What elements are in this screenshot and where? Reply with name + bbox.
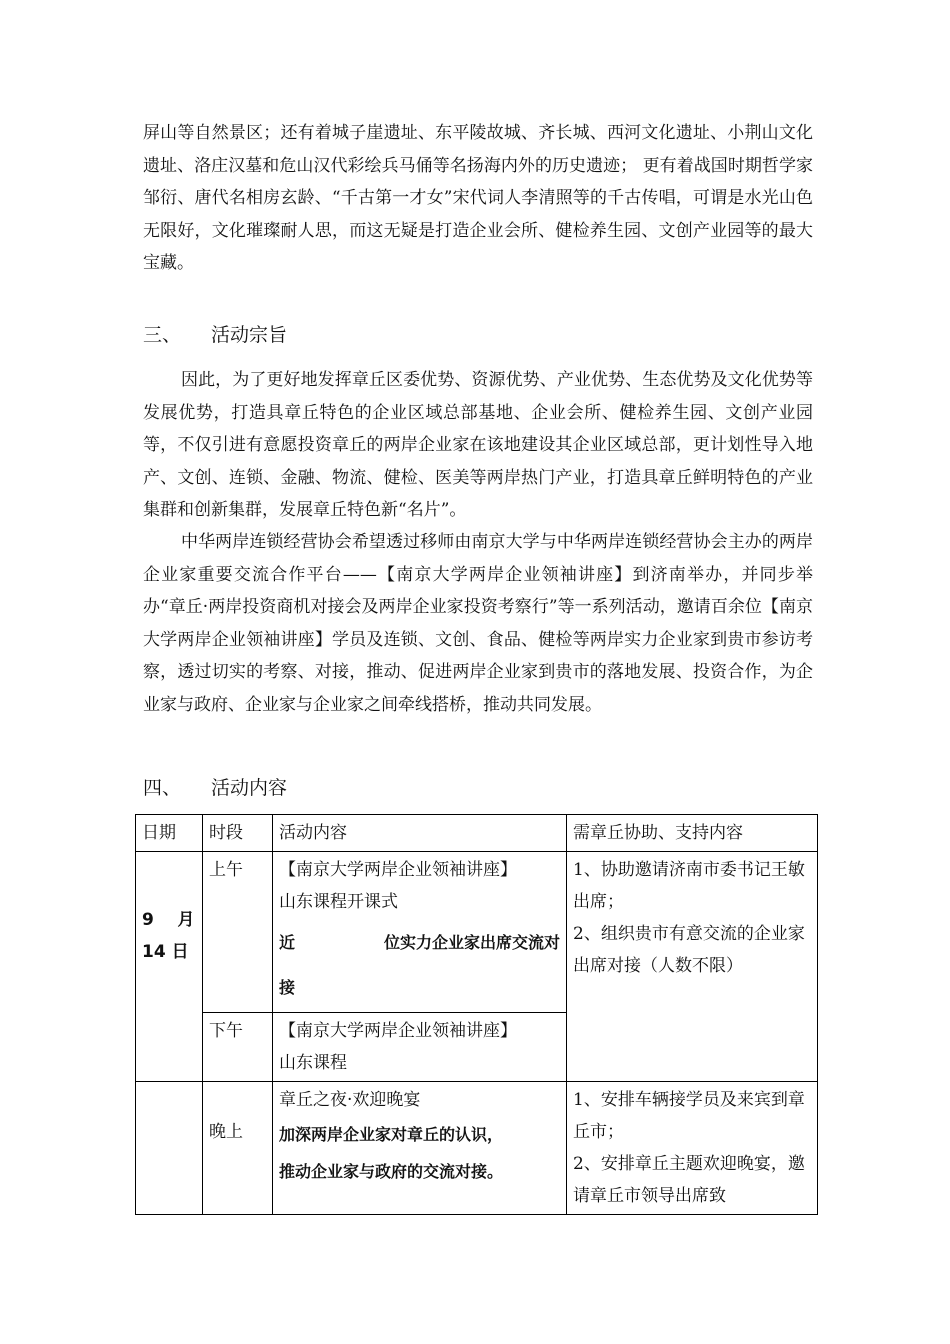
paragraph-scenic-history: 屏山等自然景区；还有着城子崖遗址、东平陵故城、齐长城、西河文化遗址、小荆山文化遗址、洛庄汉墓和危山汉代彩绘兵马俑等名扬海内外的历史遗迹； 更有着战国时期哲学家邹衍、唐代名相房玄龄、“千古第一才女”宋代词人李清照等的千古传唱，可谓是水光山色无限好，文化璀璨耐人思，而这无疑是打造企业会所、健检养生园、文创产业园等的最大宝藏。 xyxy=(143,123,813,273)
header-activity: 活动内容 xyxy=(273,815,567,852)
header-date: 日期 xyxy=(136,815,203,852)
section-number: 四、 xyxy=(143,777,182,799)
table-row-evening xyxy=(136,1082,818,1215)
date-cell-empty xyxy=(136,1082,203,1215)
date-day: 14 日 xyxy=(142,942,189,962)
activity-afternoon xyxy=(273,1013,567,1082)
activity-bold-part: 位实力企业家出席交流对 xyxy=(383,933,560,952)
activity-evening xyxy=(273,1082,567,1215)
table-row-morning xyxy=(136,852,818,1013)
section-title: 活动宗旨 xyxy=(211,324,288,346)
support-evening xyxy=(567,1082,818,1215)
activity-bold-line: 加深两岸企业家对章丘的认识， xyxy=(279,1125,504,1144)
activity-schedule-table xyxy=(135,814,818,1215)
support-item: 2、安排章丘主题欢迎晚宴，邀请章丘市领导出席致 xyxy=(573,1154,805,1206)
activity-bold-line xyxy=(279,924,560,961)
activity-line: 山东课程开课式 xyxy=(279,892,398,912)
support-item: 1、安排车辆接学员及来宾到章丘市； xyxy=(573,1090,805,1142)
section-heading-4 xyxy=(143,773,287,800)
period-evening: 晚上 xyxy=(203,1082,273,1215)
support-morning xyxy=(567,852,818,1082)
header-period: 时段 xyxy=(203,815,273,852)
section-number: 三、 xyxy=(143,324,182,346)
activity-bold-part: 接 xyxy=(279,978,296,997)
activity-bold-part: 近 xyxy=(279,933,296,952)
date-month: 9 月 xyxy=(142,910,195,930)
date-cell xyxy=(136,852,203,1082)
activity-line: 山东课程 xyxy=(279,1053,347,1073)
paragraph-purpose: 因此，为了更好地发挥章丘区委优势、资源优势、产业优势、生态优势及文化优势等发展优势，打造具章丘特色的企业区域总部基地、企业会所、健检养生园、文创产业园等，不仅引进有意愿投资章丘的两岸企业家在该地建设其企业区域总部，更计划性导入地产、文创、连锁、金融、物流、健检、医美等两岸热门产业，打造具章丘鲜明特色的产业集群和创新集群，发展章丘特色新“名片”。 xyxy=(143,370,813,520)
support-item: 2、组织贵市有意交流的企业家出席对接（人数不限） xyxy=(573,924,805,976)
section-heading-3 xyxy=(143,320,287,347)
activity-line: 章丘之夜·欢迎晚宴 xyxy=(279,1090,421,1110)
header-support: 需章丘协助、支持内容 xyxy=(567,815,818,852)
activity-line: 【南京大学两岸企业领袖讲座】 xyxy=(279,860,517,880)
period-afternoon: 下午 xyxy=(203,1013,273,1082)
activity-line: 【南京大学两岸企业领袖讲座】 xyxy=(279,1021,517,1041)
activity-bold-line: 推动企业家与政府的交流对接。 xyxy=(279,1162,504,1181)
section-title: 活动内容 xyxy=(211,777,288,799)
activity-morning xyxy=(273,852,567,1013)
support-item: 1、协助邀请济南市委书记王敏出席； xyxy=(573,860,805,912)
period-morning: 上午 xyxy=(203,852,273,1013)
table-header-row xyxy=(136,815,818,852)
paragraph-association: 中华两岸连锁经营协会希望透过移师由南京大学与中华两岸连锁经营协会主办的两岸企业家重要交流合作平台——【南京大学两岸企业领袖讲座】到济南举办，并同步举办“章丘·两岸投资商机对接会及两岸企业家投资考察行”等一系列活动，邀请百余位【南京大学两岸企业领袖讲座】学员及连锁、文创、食品、健检等两岸实力企业家到贵市参访考察，透过切实的考察、对接，推动、促进两岸企业家到贵市的落地发展、投资合作，为企业家与政府、企业家与企业家之间牵线搭桥，推动共同发展。 xyxy=(143,532,813,715)
